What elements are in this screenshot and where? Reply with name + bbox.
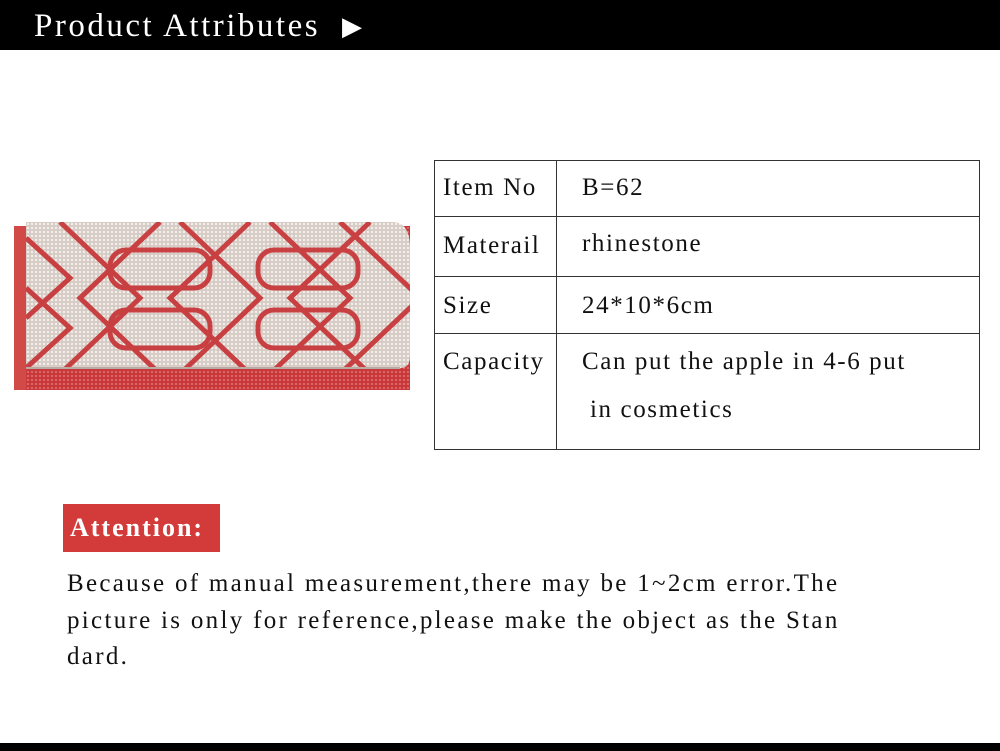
- disclaimer-note: [67, 566, 967, 676]
- attribute-key: Materail: [443, 232, 541, 259]
- attention-badge: [63, 504, 220, 552]
- table-row: [435, 217, 980, 277]
- attribute-value-cell: [557, 217, 980, 277]
- table-row: [435, 161, 980, 217]
- note-line: picture is only for reference,please make the object as the Stan: [67, 606, 840, 634]
- attribute-value-cell: [557, 161, 980, 217]
- attribute-key-cell: [435, 217, 557, 277]
- attribute-value-continued: in cosmetics: [590, 396, 734, 423]
- footer-bar: [0, 743, 1000, 751]
- attributes-table: [434, 160, 980, 450]
- attribute-value: rhinestone: [582, 230, 703, 257]
- attribute-value: Can put the apple in 4-6 put: [582, 348, 906, 375]
- attribute-value-cell: [557, 277, 980, 334]
- attribute-value: 24*10*6cm: [582, 292, 715, 319]
- section-title: Product Attributes: [34, 8, 321, 44]
- attribute-key-cell: [435, 277, 557, 334]
- attribute-key: Capacity: [443, 348, 545, 375]
- attribute-key: Item No: [443, 174, 537, 201]
- play-triangle-icon: ▶: [342, 12, 362, 41]
- table-row: [435, 277, 980, 334]
- attribute-key: Size: [443, 292, 493, 319]
- note-line: Because of manual measurement,there may be 1~2cm error.The: [67, 570, 840, 597]
- product-image: [10, 218, 414, 394]
- attention-label: Attention:: [70, 513, 205, 542]
- note-line: dard.: [67, 643, 130, 670]
- attribute-key-cell: [435, 334, 557, 450]
- attribute-value-cell: [557, 334, 980, 450]
- attribute-value: B=62: [582, 174, 645, 201]
- attribute-key-cell: [435, 161, 557, 217]
- header-bar: [0, 0, 1000, 50]
- table-row: [435, 334, 980, 450]
